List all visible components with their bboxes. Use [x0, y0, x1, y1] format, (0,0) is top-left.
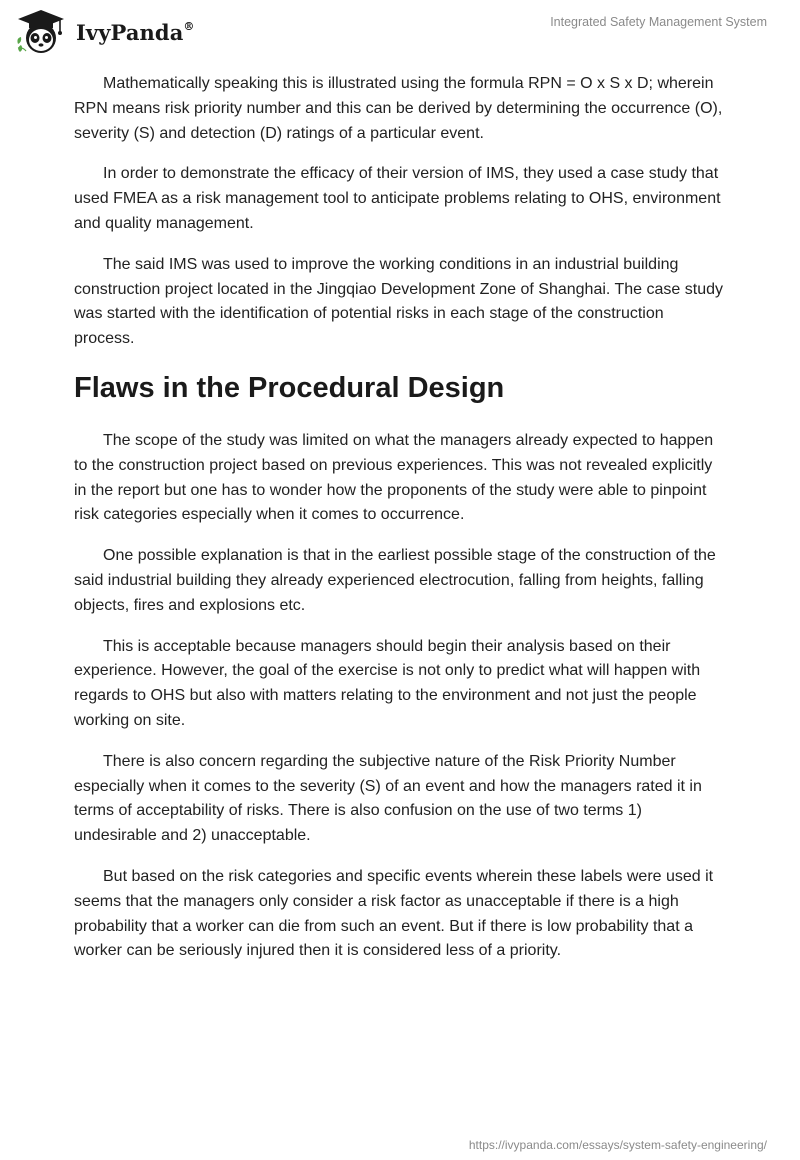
paragraph: But based on the risk categories and specific events wherein these labels were used it seems that the managers only consider a risk factor as unacceptable if there is a high probability that a worker can die from such an event. But if there is low probability that a worker can be seriously injured then it is considered less of a priority. [74, 867, 714, 960]
source-url[interactable]: https://ivypanda.com/essays/system-safety-engineering/ [468, 1138, 767, 1152]
paragraph: The said IMS was used to improve the working conditions in an industrial building construction project located in the Jingqiao Development Zone of Shanghai. The case study was started with the identification of potential risks in each stage of the construction process. [74, 255, 723, 348]
paragraph: There is also concern regarding the subjective nature of the Risk Priority Number especially when it comes to the severity (S) of an event and how the managers rated it in terms of acceptability of risks. There is also confusion on the use of two terms 1) undesirable and 2) unacceptable. [74, 752, 702, 845]
brand-name: IvyPanda® [76, 19, 195, 45]
paragraph: Mathematically speaking this is illustrated using the formula RPN = O x S x D; wherein RPN means risk priority number and this can be derived by determining the occurrence (O), severity (S) and detection (D) ratings of a particular event. [74, 75, 723, 142]
panda-graduation-cap-icon [14, 8, 68, 56]
paragraph: The scope of the study was limited on what the managers already expected to happen to the construction project based on previous experiences. This was not revealed explicitly in the report but one has to wonder how the proponents of the study were able to pinpoint risk categories especially when it comes to occurrence. [74, 431, 714, 524]
document-title: Integrated Safety Management System [550, 15, 767, 29]
section-heading: Flaws in the Procedural Design [74, 371, 505, 404]
paragraph: In order to demonstrate the efficacy of their version of IMS, they used a case study that used FMEA as a risk management tool to anticipate problems relating to OHS, environment and quality management. [74, 165, 721, 232]
paragraph: This is acceptable because managers should begin their analysis based on their experience. However, the goal of the exercise is not only to predict what will happen with regards to OHS but also with matters relating to the environment and not just the people working on site. [74, 637, 701, 729]
ivypanda-logo[interactable] [14, 8, 195, 56]
page-header [0, 0, 800, 64]
article-body [74, 72, 726, 980]
paragraph: One possible explanation is that in the earliest possible stage of the construction of the said industrial building they already experienced electrocution, falling from heights, falling objects, fires and explosions etc. [74, 547, 716, 614]
